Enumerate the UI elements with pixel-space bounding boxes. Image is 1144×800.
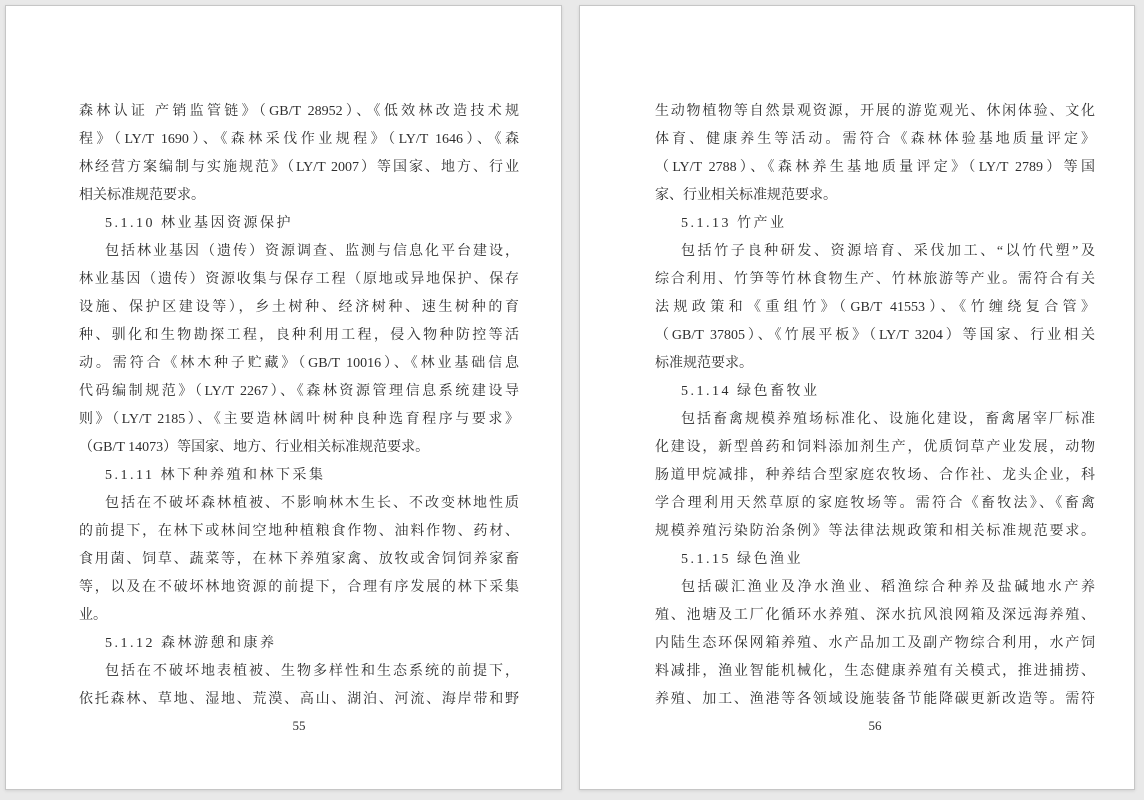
text-line: 家、行业相关标准规范要求。 — [655, 188, 837, 203]
text-line: 生动物植物等自然景观资源，开展的游览观光、休闲体验、文化 — [655, 104, 1095, 119]
text-line: 依托森林、草地、湿地、荒漠、高山、湖泊、河流、海岸带和野 — [79, 692, 519, 707]
text-lines — [655, 98, 1095, 714]
text-line: 化建设，新型兽药和饲料添加剂生产，优质饲草产业发展，动物 — [655, 440, 1095, 455]
text-line: 包括碳汇渔业及净水渔业、稻渔综合种养及盐碱地水产养 — [681, 580, 1095, 595]
text-line: 包括林业基因（遗传）资源调查、监测与信息化平台建设， — [105, 244, 519, 259]
text-line: 法规政策和《重组竹》（GB/T 41553）、《竹缠绕复合管》 — [655, 300, 1095, 315]
text-line: 的前提下，在林下或林间空地种植粮食作物、油料作物、药材、 — [79, 524, 519, 539]
text-line: 殖、池塘及工厂化循环水养殖、深水抗风浪网箱及深远海养殖、 — [655, 608, 1095, 623]
text-line: 学合理利用天然草原的家庭牧场等。需符合《畜牧法》、《畜禽 — [655, 496, 1095, 511]
section-heading: 5.1.10 林业基因资源保护 — [105, 216, 293, 231]
text-line: （LY/T 2788）、《森林养生基地质量评定》（LY/T 2789）等国 — [655, 160, 1095, 175]
section-heading: 5.1.13 竹产业 — [681, 216, 787, 231]
text-line: 包括在不破坏森林植被、不影响林木生长、不改变林地性质 — [105, 496, 519, 511]
text-line: 林经营方案编制与实施规范》（LY/T 2007）等国家、地方、行业 — [79, 160, 519, 175]
text-line: 标准规范要求。 — [655, 356, 753, 371]
text-line: 养殖、加工、渔港等各领域设施装备节能降碳更新改造等。需符 — [655, 692, 1095, 707]
section-heading: 5.1.14 绿色畜牧业 — [681, 384, 820, 399]
text-line: 等，以及在不破坏林地资源的前提下，合理有序发展的林下采集 — [79, 580, 519, 595]
page-number: 56 — [868, 718, 882, 733]
text-line: （GB/T 14073）等国家、地方、行业相关标准规范要求。 — [79, 440, 430, 455]
text-line: 森林认证 产销监管链》（GB/T 28952）、《低效林改造技术规 — [79, 104, 519, 119]
text-lines — [79, 98, 519, 714]
text-line: 规模养殖污染防治条例》等法律法规政策和相关标准规范要求。 — [655, 524, 1095, 539]
text-line: 料减排，渔业智能机械化，生态健康养殖有关模式，推进捕捞、 — [655, 664, 1095, 679]
document-page-left — [5, 5, 562, 790]
page-text-column — [79, 98, 519, 742]
text-line: （GB/T 37805）、《竹展平板》（LY/T 3204）等国家、行业相关 — [655, 328, 1095, 343]
text-line: 设施、保护区建设等），乡土树种、经济树种、速生树种的育 — [79, 300, 519, 315]
text-line: 肠道甲烷减排，种养结合型家庭农牧场、合作社、龙头企业，科 — [655, 468, 1095, 483]
text-line: 包括畜禽规模养殖场标准化、设施化建设，畜禽屠宰厂标准 — [681, 412, 1095, 427]
text-line: 动。需符合《林木种子贮藏》（GB/T 10016）、《林业基础信息 — [79, 356, 519, 371]
section-heading: 5.1.12 森林游憩和康养 — [105, 636, 277, 651]
text-line: 业。 — [79, 608, 107, 623]
text-line: 程》（LY/T 1690）、《森林采伐作业规程》（LY/T 1646）、《森 — [79, 132, 519, 147]
section-heading: 5.1.15 绿色渔业 — [681, 552, 803, 567]
document-page-right — [579, 5, 1135, 790]
text-line: 代码编制规范》（LY/T 2267）、《森林资源管理信息系统建设导 — [79, 384, 519, 399]
text-line: 种、驯化和生物勘探工程，良种利用工程，侵入物种防控等活 — [79, 328, 519, 343]
text-line: 包括在不破坏地表植被、生物多样性和生态系统的前提下， — [105, 664, 519, 679]
section-heading: 5.1.11 林下种养殖和林下采集 — [105, 468, 326, 483]
text-line: 食用菌、饲草、蔬菜等，在林下养殖家禽、放牧或舍饲饲养家畜 — [79, 552, 519, 567]
text-line: 包括竹子良种研发、资源培育、采伐加工、“以竹代塑”及 — [681, 244, 1095, 259]
text-line: 相关标准规范要求。 — [79, 188, 205, 203]
text-line: 林业基因（遗传）资源收集与保存工程（原地或异地保护、保存 — [79, 272, 519, 287]
page-text-column — [655, 98, 1095, 742]
text-line: 则》（LY/T 2185）、《主要造林阔叶树种良种选育程序与要求》 — [79, 412, 519, 427]
text-line: 体育、健康养生等活动。需符合《森林体验基地质量评定》 — [655, 132, 1095, 147]
page-number: 55 — [292, 718, 306, 733]
text-line: 内陆生态环保网箱养殖、水产品加工及副产物综合利用，水产饲 — [655, 636, 1095, 651]
text-line: 综合利用、竹笋等竹林食物生产、竹林旅游等产业。需符合有关 — [655, 272, 1095, 287]
